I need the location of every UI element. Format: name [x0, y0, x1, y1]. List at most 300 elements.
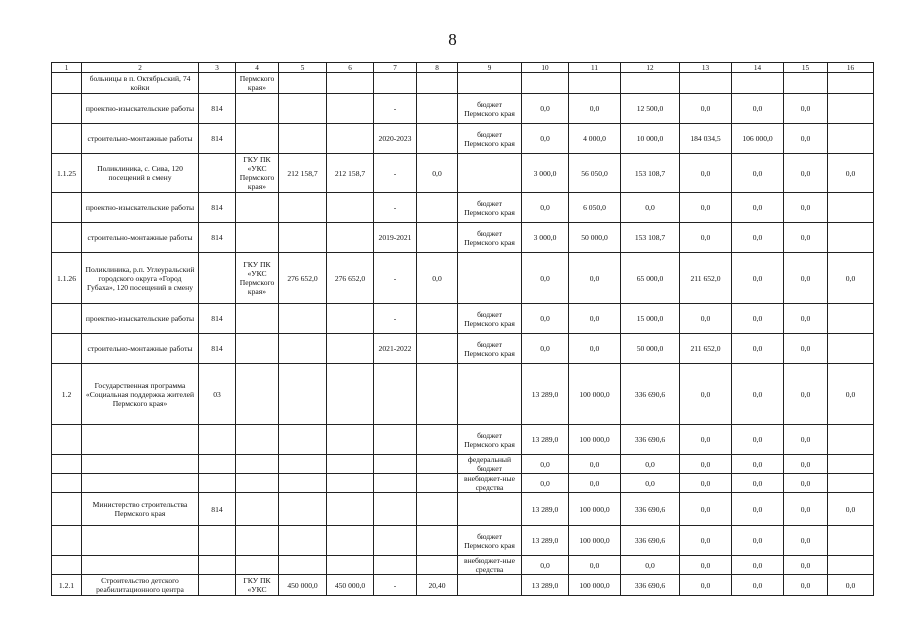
table-cell	[279, 425, 327, 455]
table-cell	[828, 474, 874, 493]
table-cell: 0,0	[522, 334, 569, 364]
table-row	[52, 73, 874, 94]
table-cell: -	[374, 193, 417, 223]
table-cell: 0,0	[828, 154, 874, 193]
table-cell	[417, 493, 458, 526]
table-cell	[199, 575, 236, 596]
table-cell	[417, 124, 458, 154]
table-cell: -	[374, 253, 417, 304]
table-cell	[279, 493, 327, 526]
table-cell: ГКУ ПК «УКС	[236, 575, 279, 596]
col-header: 2	[82, 63, 199, 73]
table-cell: бюджет Пермского края	[458, 223, 522, 253]
table-cell: Пермского края»	[236, 73, 279, 94]
table-row	[52, 364, 874, 425]
table-cell: 0,0	[732, 474, 784, 493]
table-row	[52, 253, 874, 304]
table-cell: 450 000,0	[327, 575, 374, 596]
table-cell: 1.2	[52, 364, 82, 425]
table-cell	[732, 73, 784, 94]
table-cell: 814	[199, 223, 236, 253]
table-cell: 0,0	[732, 94, 784, 124]
table-cell	[621, 73, 680, 94]
table-cell	[458, 154, 522, 193]
table-cell: бюджет Пермского края	[458, 526, 522, 556]
table-cell: строительно-монтажные работы	[82, 124, 199, 154]
col-header: 9	[458, 63, 522, 73]
table-cell: 106 000,0	[732, 124, 784, 154]
table-cell: 13 289,0	[522, 575, 569, 596]
table-cell	[828, 124, 874, 154]
table-row	[52, 94, 874, 124]
table-cell: 814	[199, 334, 236, 364]
table-cell	[236, 94, 279, 124]
table-cell: 336 690,6	[621, 425, 680, 455]
col-header: 16	[828, 63, 874, 73]
table-cell: -	[374, 575, 417, 596]
table-cell: 0,0	[522, 556, 569, 575]
table-cell: проектно-изыскательские работы	[82, 304, 199, 334]
table-cell: 0,0	[680, 526, 732, 556]
table-cell	[828, 193, 874, 223]
table-cell	[52, 124, 82, 154]
table-cell	[828, 526, 874, 556]
table-cell: строительно-монтажные работы	[82, 334, 199, 364]
table-cell: Государственная программа «Социальная поддержка жителей Пермского края»	[82, 364, 199, 425]
table-cell: 0,0	[680, 556, 732, 575]
table-cell: 0,0	[828, 493, 874, 526]
col-header: 8	[417, 63, 458, 73]
table-cell: -	[374, 94, 417, 124]
table-cell: 0,0	[621, 474, 680, 493]
table-cell	[279, 193, 327, 223]
table-cell	[417, 304, 458, 334]
table-cell	[828, 425, 874, 455]
table-cell: 336 690,6	[621, 526, 680, 556]
table-cell: 100 000,0	[569, 425, 621, 455]
table-cell	[279, 223, 327, 253]
table-cell: 153 108,7	[621, 154, 680, 193]
table-cell: 50 000,0	[621, 334, 680, 364]
table-cell: 0,0	[680, 154, 732, 193]
table-cell: 13 289,0	[522, 425, 569, 455]
table-cell: 0,0	[784, 223, 828, 253]
table-cell: 0,0	[828, 575, 874, 596]
table-cell: 100 000,0	[569, 364, 621, 425]
table-cell	[82, 526, 199, 556]
table-cell: 12 500,0	[621, 94, 680, 124]
table-cell	[279, 73, 327, 94]
table-cell: 0,0	[417, 253, 458, 304]
table-cell	[279, 455, 327, 474]
table-cell: 0,0	[732, 154, 784, 193]
col-header: 15	[784, 63, 828, 73]
table-cell	[828, 73, 874, 94]
table-cell: 0,0	[732, 556, 784, 575]
table-row	[52, 455, 874, 474]
table-cell	[199, 455, 236, 474]
table-cell	[327, 193, 374, 223]
table-cell	[522, 73, 569, 94]
table-row	[52, 474, 874, 493]
table-cell	[374, 73, 417, 94]
table-cell	[374, 556, 417, 575]
table-cell	[279, 304, 327, 334]
table-cell: 0,0	[784, 154, 828, 193]
table-cell	[279, 556, 327, 575]
table-cell: 0,0	[784, 493, 828, 526]
table-cell	[52, 526, 82, 556]
table-cell: 0,0	[569, 455, 621, 474]
table-cell: 0,0	[522, 124, 569, 154]
table-cell	[417, 94, 458, 124]
col-header: 7	[374, 63, 417, 73]
table-cell: 1.1.26	[52, 253, 82, 304]
table-cell: 0,0	[828, 253, 874, 304]
table-cell: 0,0	[621, 455, 680, 474]
table-cell	[417, 526, 458, 556]
table-cell: 0,0	[522, 94, 569, 124]
table-cell	[236, 556, 279, 575]
table-cell: 65 000,0	[621, 253, 680, 304]
table-cell: 4 000,0	[569, 124, 621, 154]
table-cell	[327, 474, 374, 493]
col-header: 11	[569, 63, 621, 73]
table-cell	[828, 556, 874, 575]
table-cell: 13 289,0	[522, 493, 569, 526]
table-cell: 0,0	[784, 556, 828, 575]
table-cell	[417, 455, 458, 474]
table-cell	[828, 304, 874, 334]
table-row	[52, 526, 874, 556]
table-cell	[374, 526, 417, 556]
table-cell	[327, 493, 374, 526]
table-cell: 0,0	[784, 304, 828, 334]
table-cell: внебюджет-ные средства	[458, 474, 522, 493]
table-cell	[236, 334, 279, 364]
table-cell: бюджет Пермского края	[458, 304, 522, 334]
table-cell: 0,0	[522, 474, 569, 493]
table-cell: Строительство детского реабилитационного центра	[82, 575, 199, 596]
table-cell	[236, 455, 279, 474]
table-cell: 0,0	[621, 193, 680, 223]
table-cell	[417, 364, 458, 425]
table-cell	[327, 526, 374, 556]
table-cell: 0,0	[732, 526, 784, 556]
table-cell: 814	[199, 124, 236, 154]
table-cell	[458, 73, 522, 94]
table-cell: 0,0	[569, 474, 621, 493]
table-cell: 10 000,0	[621, 124, 680, 154]
table-cell: 0,0	[784, 575, 828, 596]
table-cell	[236, 193, 279, 223]
table-cell: 03	[199, 364, 236, 425]
table-cell: 0,0	[732, 364, 784, 425]
table-cell: 184 034,5	[680, 124, 732, 154]
table-cell	[236, 493, 279, 526]
table-cell: 0,0	[784, 94, 828, 124]
table-cell: федеральный бюджет	[458, 455, 522, 474]
table-cell	[828, 94, 874, 124]
table-cell	[374, 364, 417, 425]
table-cell: 0,0	[680, 575, 732, 596]
table-cell	[82, 425, 199, 455]
table-cell	[417, 425, 458, 455]
table-cell	[828, 455, 874, 474]
table-cell	[458, 253, 522, 304]
table-cell: 0,0	[732, 304, 784, 334]
table-cell	[327, 556, 374, 575]
table-cell	[52, 193, 82, 223]
table-cell	[52, 425, 82, 455]
table-cell: 153 108,7	[621, 223, 680, 253]
table-cell: 20,40	[417, 575, 458, 596]
table-cell: 814	[199, 493, 236, 526]
table-cell: 0,0	[784, 334, 828, 364]
table-cell	[279, 364, 327, 425]
table-cell: 2021-2022	[374, 334, 417, 364]
table-cell	[199, 253, 236, 304]
table-cell	[327, 425, 374, 455]
table-cell: проектно-изыскательские работы	[82, 94, 199, 124]
table-cell: ГКУ ПК «УКС Пермского края»	[236, 253, 279, 304]
table-cell	[199, 154, 236, 193]
table-cell: 1.2.1	[52, 575, 82, 596]
table-cell: 0,0	[569, 253, 621, 304]
table-cell: 0,0	[680, 364, 732, 425]
table-cell: 100 000,0	[569, 493, 621, 526]
table-cell	[417, 73, 458, 94]
table-row	[52, 193, 874, 223]
table-cell: бюджет Пермского края	[458, 425, 522, 455]
table-cell: ГКУ ПК «УКС Пермского края»	[236, 154, 279, 193]
table-cell	[236, 474, 279, 493]
table-cell: 276 652,0	[279, 253, 327, 304]
table-cell	[374, 425, 417, 455]
table-cell	[52, 455, 82, 474]
table-cell	[327, 455, 374, 474]
col-header: 14	[732, 63, 784, 73]
table-cell: 0,0	[680, 94, 732, 124]
table-cell	[417, 474, 458, 493]
table-cell: 0,0	[732, 455, 784, 474]
table-cell: 0,0	[522, 193, 569, 223]
table-cell	[374, 474, 417, 493]
table-cell: бюджет Пермского края	[458, 94, 522, 124]
table-cell: 0,0	[784, 364, 828, 425]
table-cell	[680, 73, 732, 94]
table-cell	[199, 474, 236, 493]
table-cell: 0,0	[569, 556, 621, 575]
table-cell: Министерство строительства Пермского края	[82, 493, 199, 526]
table-cell: 0,0	[522, 455, 569, 474]
col-header: 1	[52, 63, 82, 73]
table-cell	[82, 455, 199, 474]
table-cell	[327, 73, 374, 94]
table-cell: Поликлиника, р.п. Углеуральский городского округа «Город Губаха», 120 посещений в смену	[82, 253, 199, 304]
table-cell: строительно-монтажные работы	[82, 223, 199, 253]
table-cell: 814	[199, 94, 236, 124]
table-cell: 13 289,0	[522, 364, 569, 425]
table-row	[52, 304, 874, 334]
table-cell	[327, 124, 374, 154]
table-row	[52, 556, 874, 575]
table-cell: 0,0	[680, 455, 732, 474]
table-cell: 211 652,0	[680, 334, 732, 364]
table-cell: 0,0	[784, 474, 828, 493]
table-cell	[417, 334, 458, 364]
table-cell	[784, 73, 828, 94]
table-cell: 814	[199, 304, 236, 334]
table-cell	[236, 364, 279, 425]
table-cell: 13 289,0	[522, 526, 569, 556]
table-cell	[458, 493, 522, 526]
table-cell	[327, 304, 374, 334]
table-cell	[279, 526, 327, 556]
table-cell: 3 000,0	[522, 154, 569, 193]
col-header: 12	[621, 63, 680, 73]
table-cell	[279, 94, 327, 124]
table-cell: -	[374, 154, 417, 193]
table-cell	[52, 493, 82, 526]
table-cell: бюджет Пермского края	[458, 124, 522, 154]
table-cell	[327, 334, 374, 364]
table-cell: 0,0	[828, 364, 874, 425]
table-cell: 15 000,0	[621, 304, 680, 334]
table-cell: 0,0	[680, 425, 732, 455]
table-cell: 50 000,0	[569, 223, 621, 253]
col-header: 4	[236, 63, 279, 73]
table-cell: 1.1.25	[52, 154, 82, 193]
table-cell: 0,0	[784, 193, 828, 223]
table-cell	[52, 94, 82, 124]
table-cell: 56 050,0	[569, 154, 621, 193]
table-cell: 212 158,7	[327, 154, 374, 193]
table-cell	[52, 556, 82, 575]
table-cell	[569, 73, 621, 94]
table-cell	[327, 223, 374, 253]
table-cell: 6 050,0	[569, 193, 621, 223]
table-cell: 211 652,0	[680, 253, 732, 304]
table-cell: 0,0	[417, 154, 458, 193]
col-header: 5	[279, 63, 327, 73]
table-cell: 0,0	[569, 334, 621, 364]
table-row	[52, 223, 874, 253]
table-cell	[374, 455, 417, 474]
table-cell	[458, 575, 522, 596]
table-cell	[374, 493, 417, 526]
table-row	[52, 334, 874, 364]
table-cell	[279, 334, 327, 364]
table-row	[52, 124, 874, 154]
table-cell	[52, 223, 82, 253]
page-number: 8	[448, 30, 457, 49]
table-cell: внебюджет-ные средства	[458, 556, 522, 575]
table-cell	[52, 334, 82, 364]
table-cell: 336 690,6	[621, 575, 680, 596]
table-cell: больницы в п. Октябрьский, 74 койки	[82, 73, 199, 94]
table-cell	[82, 556, 199, 575]
table-cell	[199, 73, 236, 94]
table-row	[52, 154, 874, 193]
table-cell: 0,0	[569, 94, 621, 124]
table-cell: 0,0	[732, 425, 784, 455]
table-cell	[828, 334, 874, 364]
table-cell: 3 000,0	[522, 223, 569, 253]
table-cell: 0,0	[680, 474, 732, 493]
table-cell: 450 000,0	[279, 575, 327, 596]
table-cell	[327, 94, 374, 124]
table-cell: 100 000,0	[569, 526, 621, 556]
table-cell: 0,0	[732, 493, 784, 526]
col-header: 13	[680, 63, 732, 73]
table-cell	[417, 223, 458, 253]
table-body	[52, 63, 874, 596]
table-cell: 0,0	[784, 526, 828, 556]
table-cell: бюджет Пермского края	[458, 334, 522, 364]
table-cell: 814	[199, 193, 236, 223]
table-cell	[236, 124, 279, 154]
table-cell	[52, 304, 82, 334]
table-cell: проектно-изыскательские работы	[82, 193, 199, 223]
column-number-row	[52, 63, 874, 73]
table-cell: -	[374, 304, 417, 334]
table-cell: 336 690,6	[621, 364, 680, 425]
table-cell: 0,0	[522, 253, 569, 304]
table-cell: 0,0	[680, 223, 732, 253]
table-row	[52, 493, 874, 526]
table-cell: 2019-2021	[374, 223, 417, 253]
table-cell: 0,0	[680, 304, 732, 334]
table-cell: 276 652,0	[327, 253, 374, 304]
table-cell	[236, 425, 279, 455]
table-cell	[417, 193, 458, 223]
table-cell: 2020-2023	[374, 124, 417, 154]
table-row	[52, 575, 874, 596]
table-cell: бюджет Пермского края	[458, 193, 522, 223]
table-cell	[82, 474, 199, 493]
table-cell: 0,0	[784, 425, 828, 455]
table-cell: 0,0	[732, 223, 784, 253]
table-cell: 0,0	[784, 455, 828, 474]
table-cell	[236, 304, 279, 334]
table-cell: 0,0	[621, 556, 680, 575]
table-cell: Поликлиника, с. Сива, 120 посещений в смену	[82, 154, 199, 193]
table-cell: 0,0	[784, 253, 828, 304]
budget-table	[51, 62, 874, 596]
table-cell	[199, 526, 236, 556]
table-cell: 0,0	[680, 493, 732, 526]
table-cell	[279, 124, 327, 154]
table-cell	[52, 474, 82, 493]
table-cell: 0,0	[732, 575, 784, 596]
table-cell: 336 690,6	[621, 493, 680, 526]
table-cell	[199, 425, 236, 455]
table-cell	[199, 556, 236, 575]
table-cell	[327, 364, 374, 425]
table-cell: 0,0	[522, 304, 569, 334]
table-cell	[417, 556, 458, 575]
col-header: 6	[327, 63, 374, 73]
table-cell: 0,0	[569, 304, 621, 334]
table-cell: 100 000,0	[569, 575, 621, 596]
table-cell: 0,0	[732, 253, 784, 304]
col-header: 10	[522, 63, 569, 73]
table-cell	[52, 73, 82, 94]
table-cell: 0,0	[784, 124, 828, 154]
table-cell: 0,0	[732, 193, 784, 223]
table-cell: 212 158,7	[279, 154, 327, 193]
